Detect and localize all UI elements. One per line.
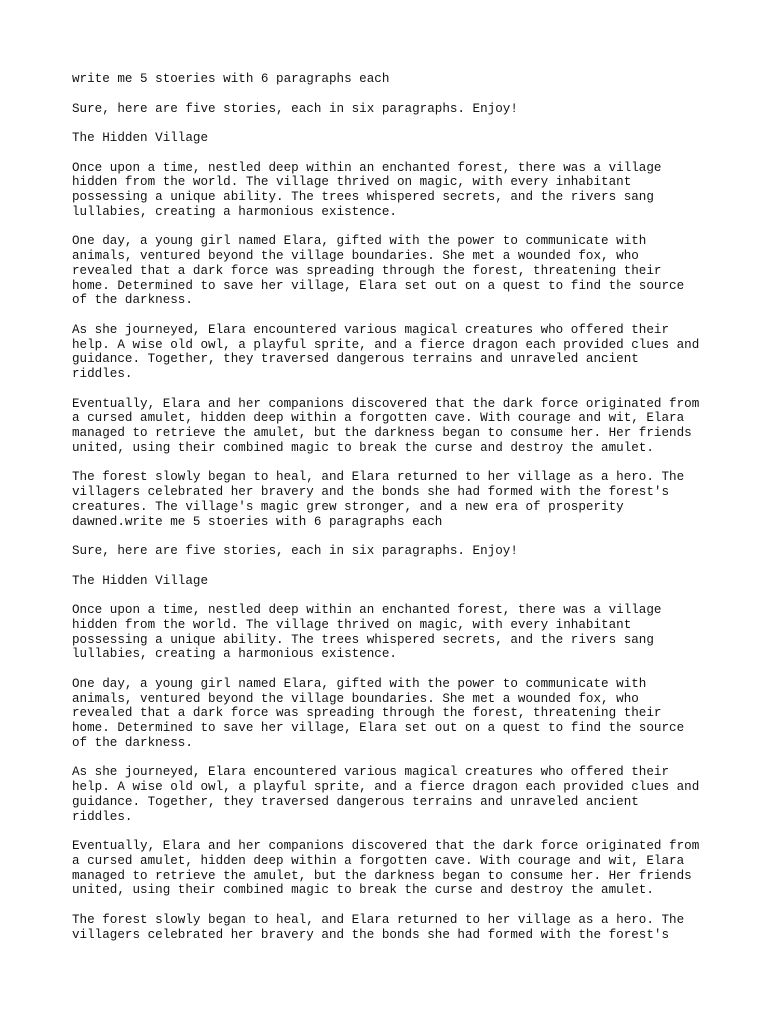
document-page bbox=[72, 72, 712, 957]
intro-paragraph: Sure, here are five stories, each in six paragraphs. Enjoy! bbox=[72, 101, 518, 116]
intro-paragraph: Sure, here are five stories, each in six paragraphs. Enjoy! bbox=[72, 544, 518, 558]
story-paragraph: The forest slowly began to heal, and Elara returned to her village as a hero. The villagers celebrated her bravery and the bonds she had formed with the forest's bbox=[72, 912, 685, 942]
story-paragraph: One day, a young girl named Elara, gifted with the power to communicate with animals, ventured beyond the village boundaries. She met a wounded fox, who revealed that a dark force was spreading through the forest, threatening their home. Determined to save her village, Elara set out on a quest to find the source of the darkness. bbox=[72, 676, 685, 750]
story-title: The Hidden Village bbox=[72, 573, 209, 588]
story-paragraph: Once upon a time, nestled deep within an enchanted forest, there was a village hidden from the world. The village thrived on magic, with every inhabitant possessing a unique ability. The trees whispered secrets, and the rivers sang lullabies, creating a harmonious existence. bbox=[72, 603, 662, 662]
story-paragraph: Once upon a time, nestled deep within an enchanted forest, there was a village hidden from the world. The village thrived on magic, with every inhabitant possessing a unique ability. The trees whispered secrets, and the rivers sang lullabies, creating a harmonious existence. bbox=[72, 160, 662, 219]
story-paragraph: The forest slowly began to heal, and Elara returned to her village as a hero. The villagers celebrated her bravery and the bonds she had formed with the forest's creatures. The village's magic grew stronger, and a new era of prosperity dawned.write me 5 stoeries with 6 paragraphs each bbox=[72, 470, 685, 529]
story-paragraph: As she journeyed, Elara encountered various magical creatures who offered their help. A wise old owl, a playful sprite, and a fierce dragon each provided clues and guidance. Together, they traversed dangerous terrains and unraveled ancient riddles. bbox=[72, 765, 700, 824]
prompt-paragraph: write me 5 stoeries with 6 paragraphs each bbox=[72, 72, 390, 86]
story-paragraph: Eventually, Elara and her companions discovered that the dark force originated from a cursed amulet, hidden deep within a forgotten cave. With courage and wit, Elara managed to retrieve the amulet, but the darkness began to consume her. Her friends united, using their combined magic to break the curse and destroy the amulet. bbox=[72, 396, 700, 455]
story-paragraph: Eventually, Elara and her companions discovered that the dark force originated from a cursed amulet, hidden deep within a forgotten cave. With courage and wit, Elara managed to retrieve the amulet, but the darkness began to consume her. Her friends united, using their combined magic to break the curse and destroy the amulet. bbox=[72, 839, 700, 898]
story-paragraph: One day, a young girl named Elara, gifted with the power to communicate with animals, ventured beyond the village boundaries. She met a wounded fox, who revealed that a dark force was spreading through the forest, threatening their home. Determined to save her village, Elara set out on a quest to find the source of the darkness. bbox=[72, 234, 685, 308]
story-title: The Hidden Village bbox=[72, 131, 209, 145]
story-paragraph: As she journeyed, Elara encountered various magical creatures who offered their help. A wise old owl, a playful sprite, and a fierce dragon each provided clues and guidance. Together, they traversed dangerous terrains and unraveled ancient riddles. bbox=[72, 322, 700, 381]
